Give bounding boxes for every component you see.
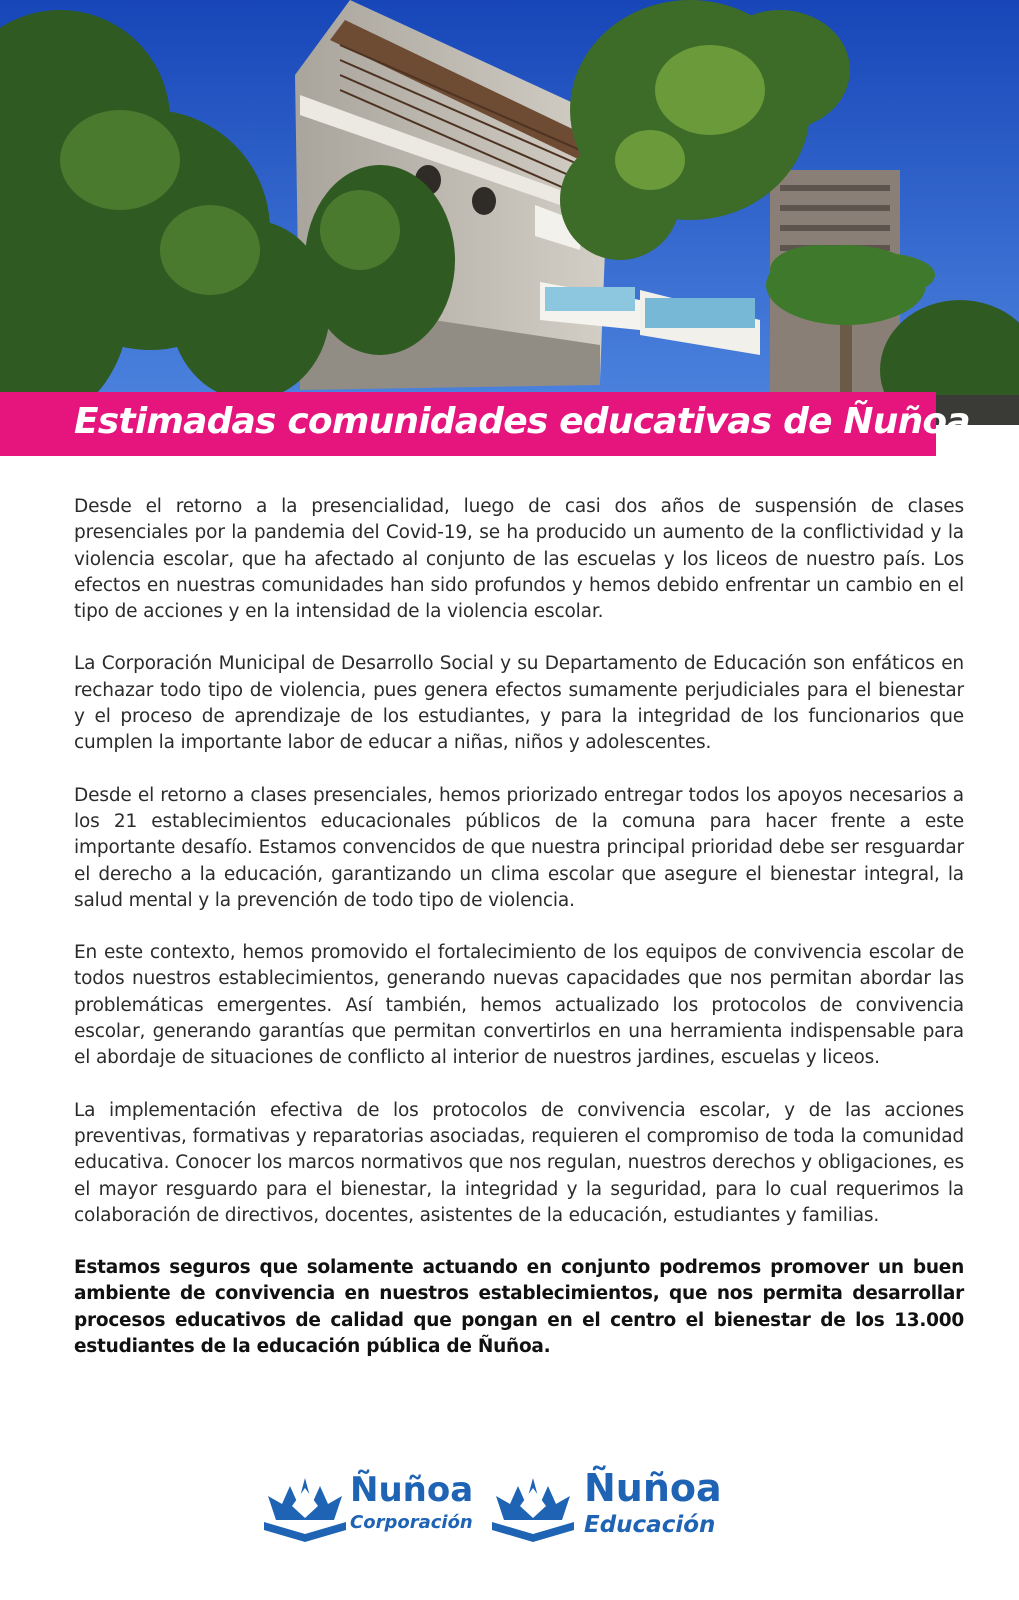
logo-name: Ñuñoa	[584, 1466, 722, 1510]
page-title: Estimadas comunidades educativas de Ñuñoa,	[74, 401, 983, 442]
hero-photo	[0, 0, 1019, 425]
logo-subtitle: Corporación	[350, 1512, 473, 1533]
footer-logos	[262, 1466, 762, 1544]
logo-corporacion	[262, 1470, 482, 1544]
logo-educacion	[490, 1466, 750, 1544]
logo-subtitle: Educación	[584, 1512, 716, 1538]
paragraph: La Corporación Municipal de Desarrollo Social y su Departamento de Educación son enfáticos en rechazar todo tipo de violencia, pues genera efectos sumamente perjudiciales para el bienestar y el proceso de aprendizaje de los estudiantes, y para la integridad de los funcionarios que cumplen la importante labor de educar a niñas, niños y adolescentes.	[74, 653, 964, 754]
letter-body	[74, 494, 964, 1386]
logo-name: Ñuñoa	[350, 1470, 474, 1510]
paragraph: En este contexto, hemos promovido el fortalecimiento de los equipos de convivencia escolar de todos nuestros establecimientos, generando nuevas capacidades que nos permitan abordar las problemáticas emergentes. Así también, hemos actualizado los protocolos de convivencia escolar, generando garantías que permitan convertirlos en una herramienta indispensable para el abordaje de situaciones de conflicto al interior de nuestros jardines, escuelas y liceos.	[74, 942, 964, 1069]
paragraph: Desde el retorno a la presencialidad, luego de casi dos años de suspensión de clases presenciales por la pandemia del Covid-19, se ha producido un aumento de la conflictividad y la violencia escolar, que ha afectado al conjunto de las escuelas y los liceos de nuestro país. Los efectos en nuestras comunidades han sido profundos y hemos debido enfrentar un cambio en el tipo de acciones y en la intensidad de la violencia escolar.	[74, 496, 964, 623]
crown-book-icon	[262, 1474, 348, 1544]
paragraph: La implementación efectiva de los protocolos de convivencia escolar, y de las acciones preventivas, formativas y reparatorias asociadas, requieren el compromiso de toda la comunidad educativa. Conocer los marcos normativos que nos regulan, nuestros derechos y obligaciones, es el mayor resguardo para el bienestar, la integridad y la seguridad, para lo cual requerimos la colaboración de directivos, docentes, asistentes de la educación, estudiantes y familias.	[74, 1099, 964, 1226]
closing-paragraph: Estamos seguros que solamente actuando en conjunto podremos promover un buen ambiente de convivencia en nuestros establecimientos, que nos permita desarrollar procesos educativos de calidad que pongan en el centro el bienestar de los 13.000 estudiantes de la educación pública de Ñuñoa.	[74, 1257, 964, 1358]
crown-book-icon	[490, 1474, 576, 1544]
paragraph: Desde el retorno a clases presenciales, hemos priorizado entregar todos los apoyos necesarios a los 21 establecimientos educacionales públicos de la comuna para hacer frente a este importante desafío. Estamos convencidos de que nuestra principal prioridad debe ser resguardar el derecho a la educación, garantizando un clima escolar que asegure el bienestar integral, la salud mental y la prevención de todo tipo de violencia.	[74, 784, 964, 911]
